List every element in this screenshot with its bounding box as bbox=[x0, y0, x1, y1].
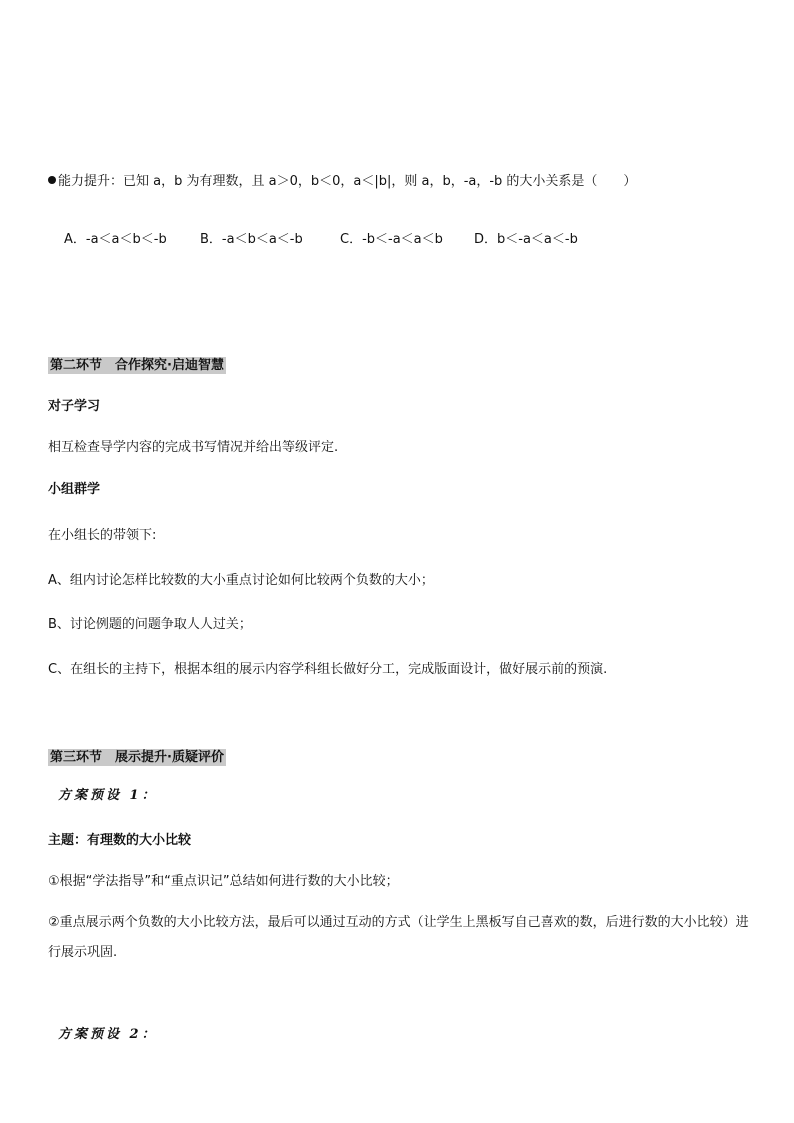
answer-choices bbox=[64, 228, 578, 247]
choice-d: D．b＜-a＜a＜-b bbox=[474, 232, 578, 247]
ability-question bbox=[48, 172, 636, 192]
pair-study-text: 相互检查导学内容的完成书写情况并给出等级评定. bbox=[48, 440, 339, 455]
choice-b: B．-a＜b＜a＜-b bbox=[200, 232, 303, 247]
section2-heading-row bbox=[48, 356, 226, 376]
bullet-icon bbox=[48, 176, 56, 184]
topic-title: 主题：有理数的大小比较 bbox=[48, 833, 192, 848]
pair-study-title: 对子学习 bbox=[48, 399, 101, 414]
group-item-a: A、组内讨论怎样比较数的大小重点讨论如何比较两个负数的大小； bbox=[48, 573, 434, 588]
section2-heading: 第二环节 合作探究·启迪智慧 bbox=[50, 358, 224, 373]
group-item-c: C、在组长的主持下，根据本组的展示内容学科组长做好分工，完成版面设计，做好展示前的预演. bbox=[48, 662, 608, 677]
ability-question-text: 能力提升：已知 a，b 为有理数，且 a＞0，b＜0，a＜|b|，则 a，b，-a，-b 的大小关系是（ ） bbox=[58, 174, 637, 189]
group-item-b: B、讨论例题的问题争取人人过关； bbox=[48, 617, 252, 632]
section3-heading-row bbox=[48, 748, 226, 768]
group-study-title: 小组群学 bbox=[48, 482, 101, 497]
group-intro: 在小组长的带领下: bbox=[48, 528, 157, 543]
section3-heading: 第三环节 展示提升·质疑评价 bbox=[50, 750, 224, 765]
plan-1-label: 方案预设 1： bbox=[58, 788, 158, 803]
choice-c: C．-b＜-a＜a＜b bbox=[340, 232, 443, 247]
choice-a: A．-a＜a＜b＜-b bbox=[64, 232, 167, 247]
plan-2-label: 方案预设 2： bbox=[58, 1027, 158, 1042]
point-1: ①根据“学法指导”和“重点识记”总结如何进行数的大小比较； bbox=[48, 874, 399, 889]
point-2: ②重点展示两个负数的大小比较方法，最后可以通过互动的方式（让学生上黑板写自己喜欢的数，后进行数的大小比较）进行展示巩固. bbox=[48, 915, 749, 960]
